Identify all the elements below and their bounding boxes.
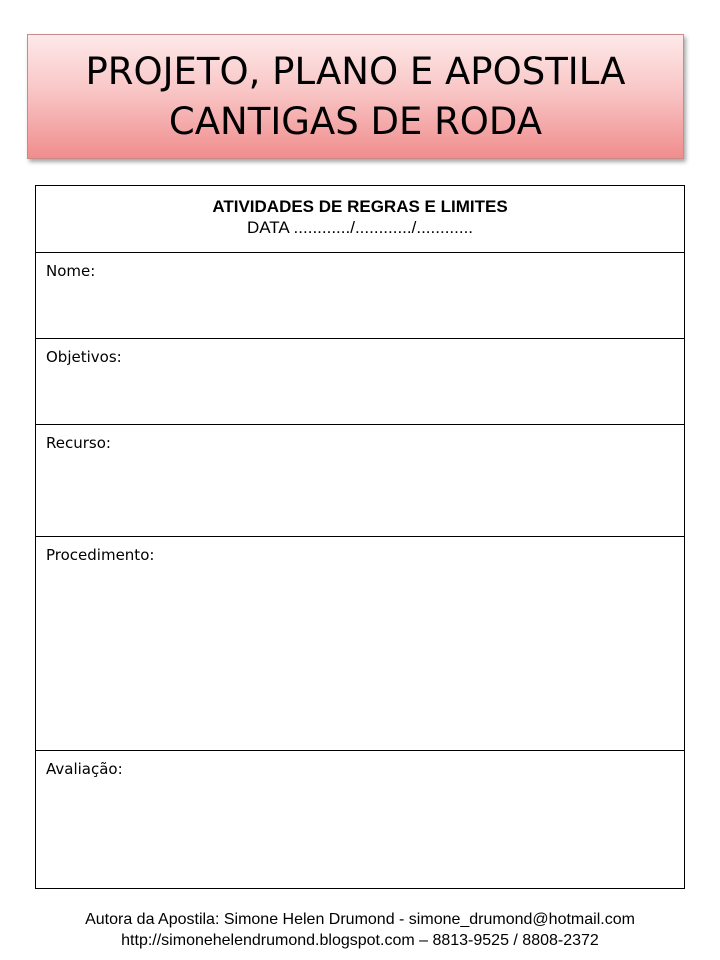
objetivos-field-cell[interactable] (36, 339, 685, 425)
title-banner (27, 34, 684, 159)
nome-field-cell[interactable] (36, 253, 685, 339)
form-header-cell (36, 186, 685, 253)
activity-form-table (35, 185, 685, 889)
form-date-line: DATA ............/............/............ (246, 218, 474, 237)
recurso-label: Recurso: (46, 434, 111, 452)
form-row-recurso (36, 425, 685, 537)
nome-label: Nome: (46, 262, 96, 280)
avaliacao-label: Avaliação: (46, 760, 123, 778)
form-heading: ATIVIDADES DE REGRAS E LIMITES (212, 197, 508, 216)
form-row-procedimento (36, 537, 685, 751)
objetivos-label: Objetivos: (46, 348, 122, 366)
author-footer (0, 909, 720, 951)
recurso-field-cell[interactable] (36, 425, 685, 537)
footer-contact-line: http://simonehelendrumond.blogspot.com – 8813-9525 / 8808-2372 (121, 932, 599, 949)
form-row-avaliacao (36, 751, 685, 889)
procedimento-label: Procedimento: (46, 546, 155, 564)
footer-author-line: Autora da Apostila: Simone Helen Drumond - simone_drumond@hotmail.com (85, 911, 635, 928)
title-line-1: PROJETO, PLANO E APOSTILA (85, 49, 626, 93)
title-line-2: CANTIGAS DE RODA (168, 99, 543, 143)
avaliacao-field-cell[interactable] (36, 751, 685, 889)
procedimento-field-cell[interactable] (36, 537, 685, 751)
form-row-nome (36, 253, 685, 339)
form-row-objetivos (36, 339, 685, 425)
form-header-row (36, 186, 685, 253)
